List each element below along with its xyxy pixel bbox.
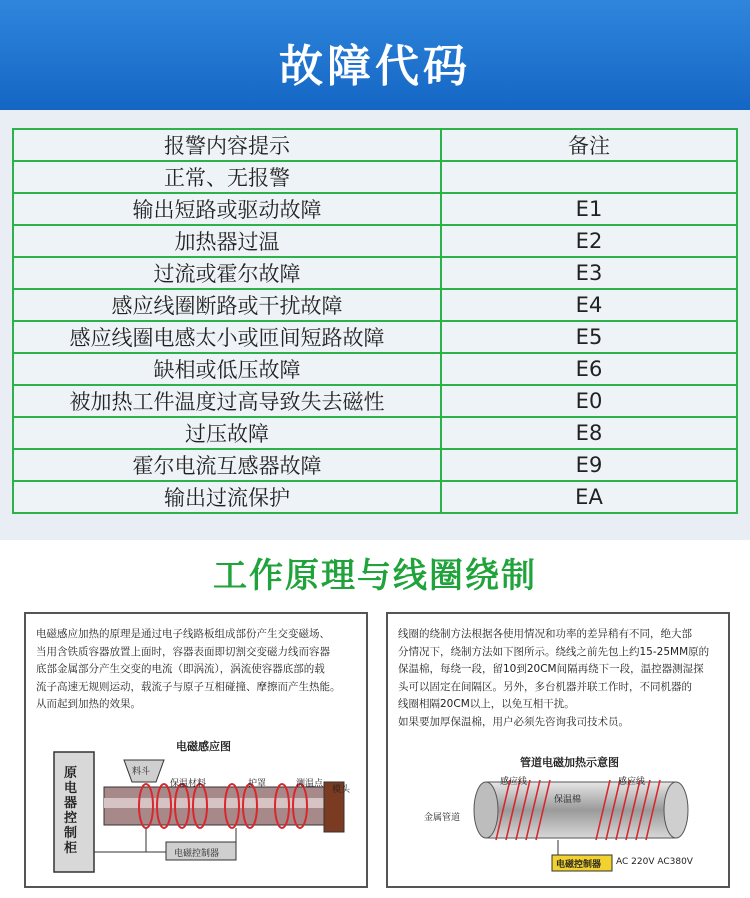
text-line: 底部金属部分产生交变的电流（即涡流），涡流使容器底部的载 [36, 663, 325, 675]
die-head-label: 模头 [332, 785, 351, 795]
fault-code-table [12, 128, 738, 514]
temp-point-label: 测温点 [296, 779, 324, 789]
text-line: 当用含铁质容器放置上面时，容器表面即切割交变磁力线而容器 [36, 645, 330, 658]
hopper-label: 料斗 [132, 767, 151, 777]
header-banner [0, 0, 750, 110]
alarm-cell: 过流或霍尔故障 [13, 257, 441, 289]
alarm-cell: 输出过流保护 [13, 481, 441, 513]
code-cell: E8 [441, 417, 737, 449]
controller-label: 电磁控制器 [556, 860, 602, 870]
table-row [13, 257, 737, 289]
insulation-label: 保温棉 [554, 795, 582, 805]
text-line: 流子高速无规则运动，载流子与原子互相碰撞、摩擦而产生热能。 [36, 680, 341, 693]
table-row [13, 193, 737, 225]
code-cell: E1 [441, 193, 737, 225]
alarm-cell: 被加热工件温度过高导致失去磁性 [13, 385, 441, 417]
alarm-cell: 霍尔电流互感器故障 [13, 449, 441, 481]
table-row [13, 321, 737, 353]
principle-text [36, 626, 356, 714]
shield-label: 护罩 [248, 779, 267, 789]
code-cell: E2 [441, 225, 737, 257]
table-row [13, 161, 737, 193]
alarm-cell: 感应线圈断路或干扰故障 [13, 289, 441, 321]
text-line: 从而起到加热的效果。 [36, 698, 141, 710]
principle-box [24, 612, 368, 888]
table-row [13, 353, 737, 385]
controller-label: 电磁控制器 [174, 849, 220, 859]
column-header-remark: 备注 [441, 129, 737, 161]
coil-label-a: 感应线 [500, 777, 528, 787]
text-line: 线圈的绕制方法根据各使用情况和功率的差异稍有不同，绝大部 [398, 628, 692, 640]
code-cell: E4 [441, 289, 737, 321]
text-line: 线圈相隔20CM以上，以免互相干扰。 [398, 698, 575, 710]
power-label: AC 220V AC380V [616, 857, 693, 867]
text-line: 电磁感应加热的原理是通过电子线路板组成部份产生交变磁场、 [36, 628, 330, 640]
code-cell: E3 [441, 257, 737, 289]
table-header-row [13, 129, 737, 161]
table-row [13, 417, 737, 449]
text-line: 如果要加厚保温棉，用户必须先咨询我司技术员。 [398, 715, 629, 728]
text-line: 保温棉，每绕一段，留10到20CM间隔再绕下一段，温控器测湿探 [398, 663, 704, 675]
code-cell: EA [441, 481, 737, 513]
insulation-label: 保温材料 [170, 779, 207, 789]
coil-winding-text [398, 626, 718, 731]
table-row [13, 481, 737, 513]
coil-winding-box [386, 612, 730, 888]
text-line: 分情况下，绕制方法如下图所示。绕线之前先包上约15-25MM原的 [398, 645, 710, 658]
alarm-cell: 缺相或低压故障 [13, 353, 441, 385]
code-cell: E5 [441, 321, 737, 353]
column-header-alarm: 报警内容提示 [13, 129, 441, 161]
page-title: 故障代码 [279, 41, 471, 92]
text-line: 头可以固定在间隔区。另外，多台机器并联工作时，不同机器的 [398, 680, 692, 693]
code-cell: E0 [441, 385, 737, 417]
coil-label-b: 感应线 [618, 777, 646, 787]
section-subtitle: 工作原理与线圈绕制 [213, 556, 537, 596]
diagram-title: 电磁感应图 [176, 740, 231, 753]
code-cell: E9 [441, 449, 737, 481]
alarm-cell: 过压故障 [13, 417, 441, 449]
diagram-title: 管道电磁加热示意图 [520, 756, 619, 769]
table-row [13, 289, 737, 321]
alarm-cell: 加热器过温 [13, 225, 441, 257]
code-cell [441, 161, 737, 193]
alarm-cell: 感应线圈电感太小或匝间短路故障 [13, 321, 441, 353]
alarm-cell: 正常、无报警 [13, 161, 441, 193]
pipe-label: 金属管道 [424, 813, 461, 823]
table-row [13, 225, 737, 257]
table-row [13, 385, 737, 417]
table-row [13, 449, 737, 481]
alarm-cell: 输出短路或驱动故障 [13, 193, 441, 225]
code-cell: E6 [441, 353, 737, 385]
cabinet-label: 原电器控制柜 [64, 766, 78, 856]
